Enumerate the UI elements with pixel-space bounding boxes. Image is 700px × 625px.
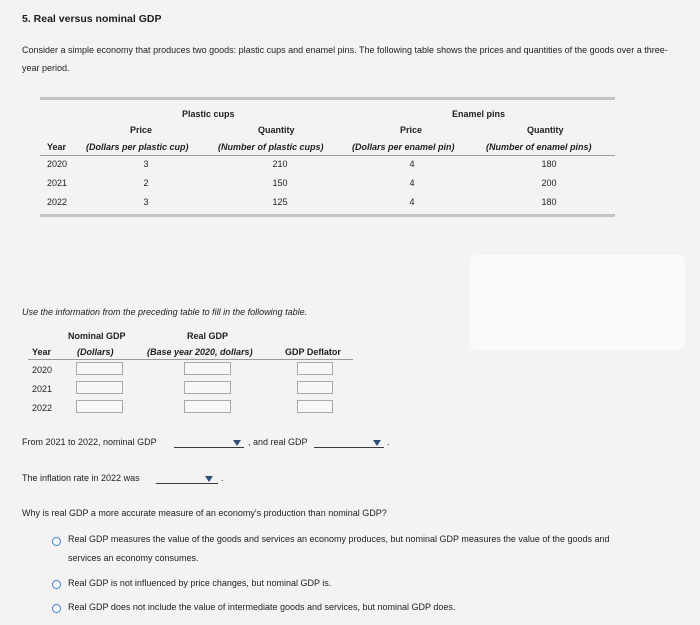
nominal-gdp-unit: (Dollars) xyxy=(77,347,114,357)
chevron-down-icon xyxy=(373,440,381,446)
chevron-down-icon xyxy=(205,476,213,482)
table-row-year: 2022 xyxy=(32,403,53,413)
group-header-enamel: Enamel pins xyxy=(452,109,506,119)
enamel-price-header: Price xyxy=(400,125,423,135)
real-gdp-unit: (Base year 2020, dollars) xyxy=(147,347,253,357)
table-row-year: 2021 xyxy=(32,384,53,394)
table-cell: 4 xyxy=(409,178,415,188)
table-cell: 3 xyxy=(143,159,149,169)
real-gdp-sentence-middle: , and real GDP xyxy=(248,437,308,447)
table-bottom-rule xyxy=(40,214,615,217)
inflation-rate-dropdown[interactable] xyxy=(156,473,218,484)
sentence-period: . xyxy=(221,473,224,483)
glare-area xyxy=(470,255,685,350)
question-title: 5. Real versus nominal GDP xyxy=(22,13,162,25)
table-cell: 125 xyxy=(272,197,288,207)
nominal-gdp-change-dropdown[interactable] xyxy=(174,437,244,448)
sentence-period: . xyxy=(387,437,390,447)
table-cell: 4 xyxy=(409,197,415,207)
enamel-price-unit: (Dollars per enamel pin) xyxy=(352,142,455,152)
table-row-year: 2020 xyxy=(47,159,68,169)
real-gdp-2020-input[interactable] xyxy=(184,362,231,375)
table-row-year: 2020 xyxy=(32,365,53,375)
table-cell: 180 xyxy=(541,197,557,207)
nominal-gdp-sentence-start: From 2021 to 2022, nominal GDP xyxy=(22,437,157,447)
real-gdp-2022-input[interactable] xyxy=(184,400,231,413)
nominal-gdp-2020-input[interactable] xyxy=(76,362,123,375)
intro-text: Consider a simple economy that produces two goods: plastic cups and enamel pins. The following table shows the prices and quantities of the goods over a three-year period. xyxy=(22,45,668,73)
instruction-text: Use the information from the preceding table to fill in the following table. xyxy=(22,307,308,317)
table-cell: 3 xyxy=(143,197,149,207)
enamel-qty-header: Quantity xyxy=(527,125,564,135)
table-cell: 180 xyxy=(541,159,557,169)
plastic-qty-header: Quantity xyxy=(258,125,295,135)
plastic-qty-unit: (Number of plastic cups) xyxy=(218,142,324,152)
option-3-label[interactable]: Real GDP does not include the value of intermediate goods and services, but nominal GDP does. xyxy=(68,602,456,612)
enamel-qty-unit: (Number of enamel pins) xyxy=(486,142,592,152)
plastic-price-header: Price xyxy=(130,125,153,135)
header-divider xyxy=(28,359,353,360)
plastic-price-unit: (Dollars per plastic cup) xyxy=(86,142,189,152)
table-cell: 210 xyxy=(272,159,288,169)
table-row-year: 2021 xyxy=(47,178,68,188)
table-cell: 2 xyxy=(143,178,149,188)
option-1-line-2: services an economy consumes. xyxy=(68,553,199,563)
table-cell: 150 xyxy=(272,178,288,188)
option-1-line-1: Real GDP measures the value of the goods and services an economy produces, but nominal GDP measures the value of the goods and xyxy=(68,534,610,544)
chevron-down-icon xyxy=(233,440,241,446)
table-top-rule xyxy=(40,97,615,100)
gdp-deflator-2022-input[interactable] xyxy=(297,400,333,413)
header-divider xyxy=(40,155,615,156)
group-header-plastic: Plastic cups xyxy=(182,109,235,119)
option-3-radio[interactable] xyxy=(52,604,61,613)
gdp-deflator-2020-input[interactable] xyxy=(297,362,333,375)
real-gdp-change-dropdown[interactable] xyxy=(314,437,384,448)
option-1-radio[interactable] xyxy=(52,537,61,546)
table-cell: 4 xyxy=(409,159,415,169)
gdp-deflator-2021-input[interactable] xyxy=(297,381,333,394)
real-gdp-header: Real GDP xyxy=(187,331,229,341)
mcq-question: Why is real GDP a more accurate measure of an economy's production than nominal GDP? xyxy=(22,508,387,518)
table-cell: 200 xyxy=(541,178,557,188)
real-gdp-2021-input[interactable] xyxy=(184,381,231,394)
nominal-gdp-2022-input[interactable] xyxy=(76,400,123,413)
nominal-gdp-2021-input[interactable] xyxy=(76,381,123,394)
year-header: Year xyxy=(32,347,52,357)
option-2-radio[interactable] xyxy=(52,580,61,589)
option-1-label[interactable] xyxy=(68,530,688,568)
nominal-gdp-header: Nominal GDP xyxy=(68,331,126,341)
option-2-label[interactable]: Real GDP is not influenced by price changes, but nominal GDP is. xyxy=(68,578,332,588)
table-row-year: 2022 xyxy=(47,197,68,207)
year-header: Year xyxy=(47,142,67,152)
gdp-deflator-header: GDP Deflator xyxy=(285,347,341,357)
inflation-sentence-start: The inflation rate in 2022 was xyxy=(22,473,140,483)
